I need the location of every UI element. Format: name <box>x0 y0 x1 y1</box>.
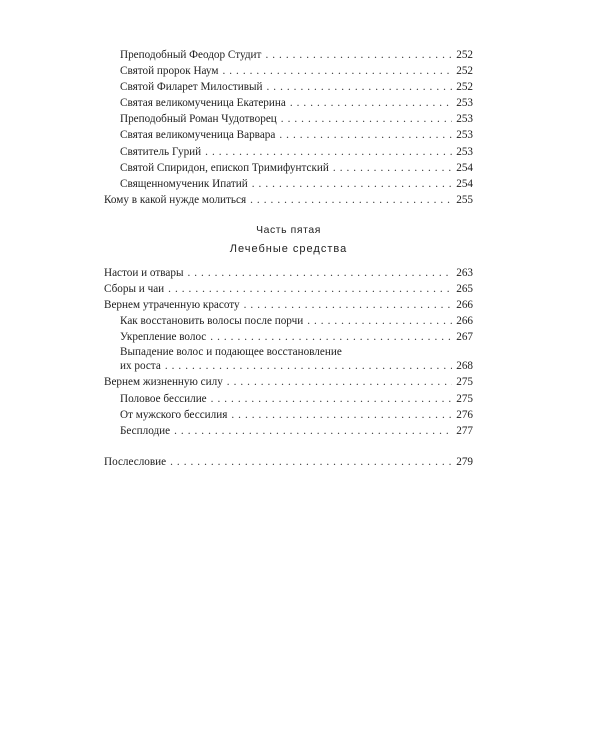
toc-entry-page: 266 <box>456 299 473 312</box>
dot-leader <box>165 359 452 374</box>
toc-entry[interactable] <box>104 160 473 176</box>
toc-entry-page: 253 <box>456 145 473 158</box>
toc-entry-title: Кому в какой нужде молиться <box>104 193 247 206</box>
toc-entry-title: Преподобный Феодор Студит <box>120 49 262 61</box>
toc-entry-page: 276 <box>456 408 473 421</box>
toc-entry-title: Святой Спиридон, епископ Тримифунтский <box>120 161 329 174</box>
toc-entry-title: Святитель Гурий <box>120 145 202 158</box>
toc-entry-title: Священномученик Ипатий <box>120 177 248 190</box>
toc-entry[interactable] <box>104 281 473 297</box>
dot-leader <box>265 47 452 63</box>
toc-entry-page: 253 <box>456 113 473 126</box>
toc-entry[interactable] <box>104 297 473 313</box>
toc-entry-multiline[interactable] <box>104 345 473 374</box>
dot-leader <box>267 79 453 95</box>
toc-entry-page: 275 <box>456 376 473 389</box>
dot-leader <box>227 374 452 390</box>
toc-entry-page: 253 <box>456 97 473 110</box>
toc-entry[interactable] <box>104 407 473 423</box>
toc-entry[interactable] <box>104 63 473 79</box>
dot-leader <box>252 176 452 192</box>
dot-leader <box>307 313 452 329</box>
toc-entry-title: Вернем жизненную силу <box>104 376 223 389</box>
part-label: Часть пятая <box>256 224 321 236</box>
toc-entry-page: 265 <box>456 283 473 296</box>
toc-entry-page: 252 <box>456 65 473 78</box>
toc-entry-page: 252 <box>456 81 473 94</box>
dot-leader <box>174 423 452 439</box>
toc-entry-page: 254 <box>456 161 473 174</box>
toc-entry[interactable] <box>104 127 473 143</box>
dot-leader <box>281 111 452 127</box>
dot-leader <box>250 192 452 208</box>
dot-leader <box>211 391 452 407</box>
toc-entry[interactable] <box>104 144 473 160</box>
toc-entry-page: 266 <box>456 315 473 328</box>
toc-entry[interactable] <box>104 192 473 208</box>
toc-entry-page: 252 <box>456 49 473 61</box>
toc-entry-title: Как восстановить волосы после порчи <box>120 315 304 328</box>
toc-entry[interactable] <box>104 454 473 470</box>
toc-entry-title: Половое бессилие <box>120 392 207 405</box>
toc-entry[interactable] <box>104 111 473 127</box>
toc-entry-title: Вернем утраченную красоту <box>104 299 240 312</box>
toc-entry[interactable] <box>104 313 473 329</box>
toc-entry-page: 254 <box>456 177 473 190</box>
toc-entry-page: 267 <box>456 331 473 344</box>
toc-entry-title: Преподобный Роман Чудотворец <box>120 113 277 126</box>
dot-leader <box>170 454 452 470</box>
toc-entry[interactable] <box>104 79 473 95</box>
dot-leader <box>222 63 452 79</box>
spacer <box>104 439 473 454</box>
toc-entry-title-continued: их роста <box>120 360 161 373</box>
toc-entry[interactable] <box>104 176 473 192</box>
toc-entry[interactable] <box>104 329 473 345</box>
dot-leader <box>205 144 452 160</box>
toc-entry[interactable] <box>104 423 473 439</box>
dot-leader <box>290 95 452 111</box>
toc-entry-page: 263 <box>456 266 473 279</box>
toc-entry-title: Бесплодие <box>120 424 171 437</box>
dot-leader <box>231 407 452 423</box>
toc-entry[interactable] <box>104 391 473 407</box>
table-of-contents <box>104 47 473 470</box>
toc-entry-title: Святой пророк Наум <box>120 65 219 78</box>
toc-entry-title: Святая великомученица Екатерина <box>120 97 286 110</box>
toc-entry[interactable] <box>104 374 473 390</box>
toc-entry-title: Выпадение волос и подающее восстановление <box>120 346 342 359</box>
toc-entry-title: Послесловие <box>104 455 167 468</box>
toc-entry-title: Укрепление волос <box>120 331 207 344</box>
toc-entry[interactable] <box>104 95 473 111</box>
toc-entry-title: Настои и отвары <box>104 266 184 279</box>
toc-entry-title: Святая великомученица Варвара <box>120 129 276 142</box>
dot-leader <box>279 127 452 143</box>
toc-entry-page: 255 <box>456 193 473 206</box>
dot-leader <box>333 160 452 176</box>
dot-leader <box>210 329 452 345</box>
toc-entry[interactable] <box>104 265 473 281</box>
toc-entry-page: 253 <box>456 129 473 142</box>
toc-entry-title: От мужского бессилия <box>120 408 228 421</box>
toc-entry-title: Святой Филарет Милостивый <box>120 81 263 94</box>
toc-entry[interactable] <box>104 47 473 63</box>
dot-leader <box>187 265 452 281</box>
part-title: Лечебные средства <box>229 242 348 255</box>
toc-entry-page: 279 <box>456 455 473 468</box>
toc-entry-page: 268 <box>456 360 473 373</box>
toc-entry-page: 275 <box>456 392 473 405</box>
dot-leader <box>168 281 452 297</box>
toc-entry-page: 277 <box>456 424 473 437</box>
toc-entry-title: Сборы и чаи <box>104 283 165 296</box>
dot-leader <box>244 297 452 313</box>
